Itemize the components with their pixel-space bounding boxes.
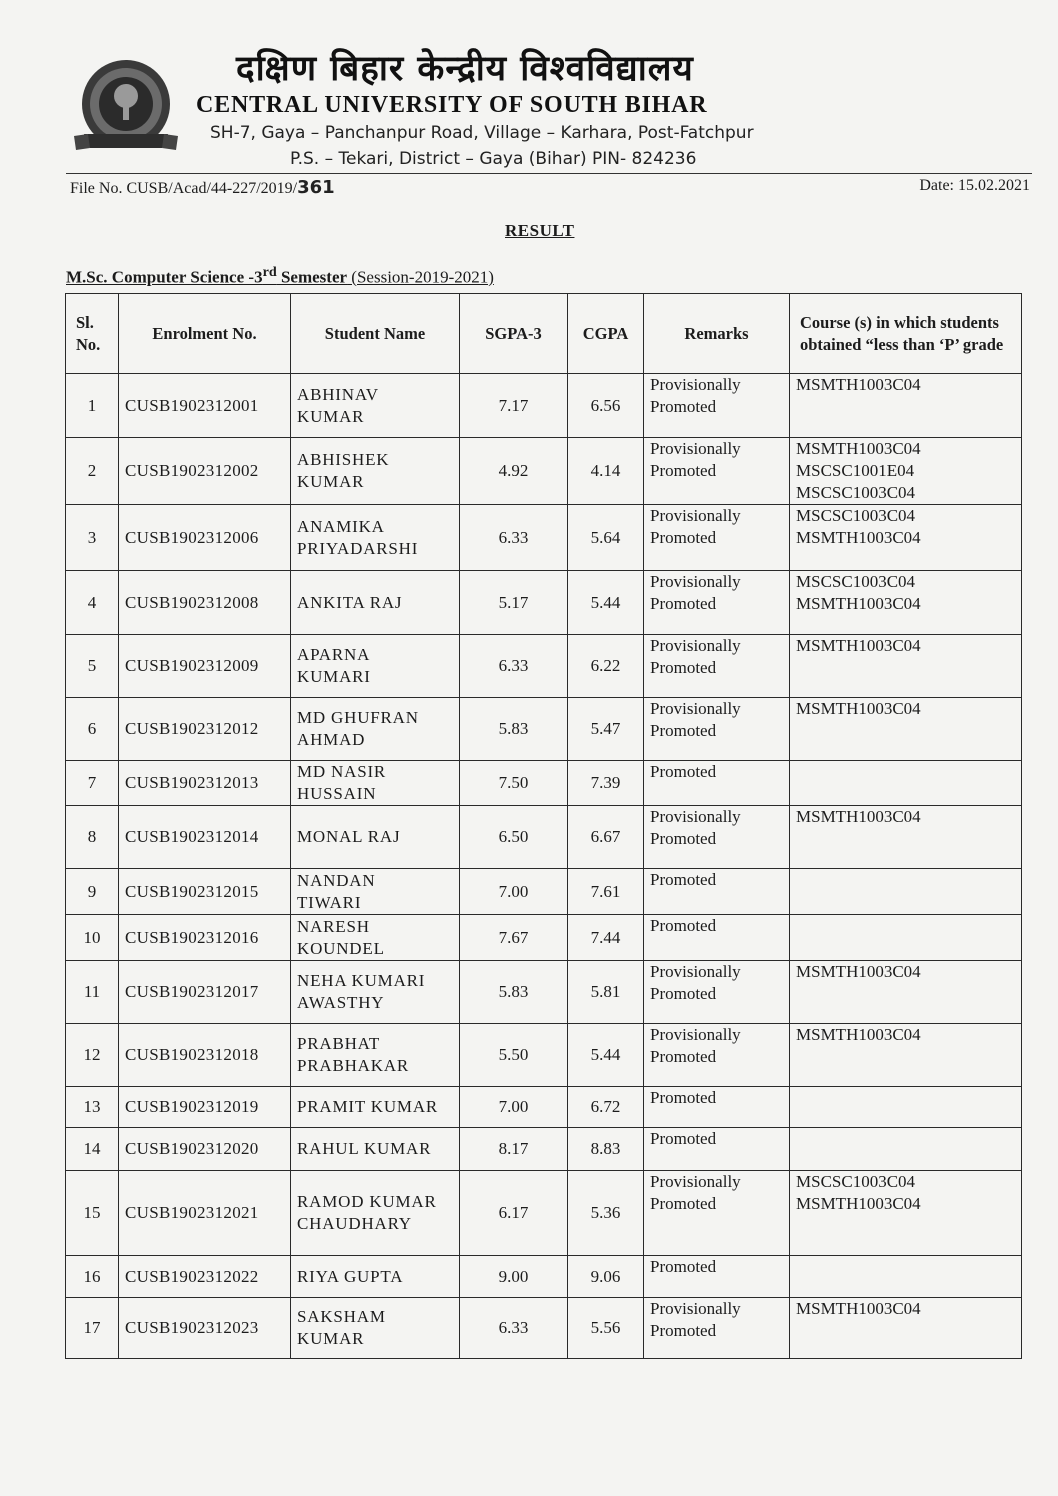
remarks-line: Provisionally xyxy=(650,699,741,718)
results-table xyxy=(65,293,1022,1359)
cell-enrolment-no: CUSB1902312009 xyxy=(119,635,291,698)
header-sl: Sl. No. xyxy=(66,294,119,374)
remarks-line: Provisionally xyxy=(650,962,741,981)
cell-cgpa: 5.36 xyxy=(568,1171,644,1256)
cell-sgpa: 5.17 xyxy=(460,571,568,635)
cell-student-name xyxy=(291,1024,460,1087)
remarks-line: Promoted xyxy=(650,1129,717,1148)
course-code: MSMTH1003C04 xyxy=(796,807,921,826)
course-code: MSCSC1003C04 xyxy=(796,572,916,591)
course-code: MSMTH1003C04 xyxy=(796,439,921,458)
cell-remarks xyxy=(644,915,790,961)
cell-courses xyxy=(790,374,1022,438)
cell-cgpa: 5.56 xyxy=(568,1298,644,1359)
cell-sl-no: 5 xyxy=(66,635,119,698)
student-name-line: KUMARI xyxy=(297,667,371,686)
table-row xyxy=(66,1128,1022,1171)
table-row xyxy=(66,635,1022,698)
address-line-1: SH-7, Gaya – Panchanpur Road, Village – Karhara, Post-Fatchpur xyxy=(210,123,754,143)
cell-cgpa: 7.61 xyxy=(568,869,644,915)
student-name-line: KOUNDEL xyxy=(297,938,385,958)
student-name-line: MD GHUFRAN xyxy=(297,708,419,727)
table-row xyxy=(66,1087,1022,1128)
remarks-line: Promoted xyxy=(650,528,717,547)
cell-remarks xyxy=(644,571,790,635)
course-code: MSMTH1003C04 xyxy=(796,1025,921,1044)
results-table-body xyxy=(66,374,1022,1359)
remarks-line: Promoted xyxy=(650,762,717,781)
student-name-line: NARESH xyxy=(297,916,370,936)
remarks-line: Promoted xyxy=(650,658,717,677)
remarks-line: Promoted xyxy=(650,594,717,613)
course-code: MSMTH1003C04 xyxy=(796,1299,921,1318)
cell-sgpa: 7.50 xyxy=(460,761,568,806)
course-code: MSMTH1003C04 xyxy=(796,1194,921,1213)
header-cgpa: CGPA xyxy=(568,294,644,374)
cell-enrolment-no: CUSB1902312019 xyxy=(119,1087,291,1128)
student-name-line: AWASTHY xyxy=(297,993,385,1012)
remarks-line: Promoted xyxy=(650,829,717,848)
remarks-line: Provisionally xyxy=(650,1025,741,1044)
cell-remarks xyxy=(644,1256,790,1298)
course-code: MSCSC1003C04 xyxy=(796,1172,916,1191)
student-name-line: MONAL RAJ xyxy=(297,827,401,846)
student-name-line: PRABHAKAR xyxy=(297,1056,410,1075)
cell-courses xyxy=(790,761,1022,806)
table-row xyxy=(66,1171,1022,1256)
file-number xyxy=(70,177,335,198)
cell-enrolment-no: CUSB1902312022 xyxy=(119,1256,291,1298)
cell-courses xyxy=(790,1128,1022,1171)
cell-enrolment-no: CUSB1902312020 xyxy=(119,1128,291,1171)
cell-cgpa: 6.72 xyxy=(568,1087,644,1128)
cell-enrolment-no: CUSB1902312016 xyxy=(119,915,291,961)
table-row xyxy=(66,571,1022,635)
cell-enrolment-no: CUSB1902312014 xyxy=(119,806,291,869)
student-name-line: NANDAN xyxy=(297,870,376,890)
cell-courses xyxy=(790,1087,1022,1128)
remarks-line: Promoted xyxy=(650,870,717,889)
student-name-line: RAMOD KUMAR xyxy=(297,1192,437,1211)
university-emblem-icon xyxy=(70,56,182,160)
table-row xyxy=(66,374,1022,438)
cell-cgpa: 7.39 xyxy=(568,761,644,806)
student-name-line: KUMAR xyxy=(297,472,365,491)
student-name-line: NEHA KUMARI xyxy=(297,971,426,990)
cell-enrolment-no: CUSB1902312008 xyxy=(119,571,291,635)
student-name-line: HUSSAIN xyxy=(297,784,377,803)
remarks-line: Provisionally xyxy=(650,1172,741,1191)
cell-student-name xyxy=(291,571,460,635)
remarks-line: Promoted xyxy=(650,1088,717,1107)
student-name-line: RIYA GUPTA xyxy=(297,1266,404,1286)
cell-cgpa: 6.67 xyxy=(568,806,644,869)
cell-courses xyxy=(790,869,1022,915)
cell-remarks xyxy=(644,1298,790,1359)
cell-sl-no: 14 xyxy=(66,1128,119,1171)
student-name-line: AHMAD xyxy=(297,730,366,749)
cell-courses xyxy=(790,505,1022,571)
cell-sl-no: 1 xyxy=(66,374,119,438)
cell-courses xyxy=(790,1256,1022,1298)
course-code: MSMTH1003C04 xyxy=(796,375,921,394)
table-row xyxy=(66,1024,1022,1087)
cell-courses xyxy=(790,961,1022,1024)
cell-remarks xyxy=(644,1171,790,1256)
remarks-line: Promoted xyxy=(650,1194,717,1213)
cell-sgpa: 6.17 xyxy=(460,1171,568,1256)
cell-student-name xyxy=(291,961,460,1024)
cell-cgpa: 5.47 xyxy=(568,698,644,761)
header-sgpa: SGPA-3 xyxy=(460,294,568,374)
cell-sgpa: 7.17 xyxy=(460,374,568,438)
cell-student-name xyxy=(291,1087,460,1128)
cell-remarks xyxy=(644,1128,790,1171)
cell-sgpa: 8.17 xyxy=(460,1128,568,1171)
cell-enrolment-no: CUSB1902312023 xyxy=(119,1298,291,1359)
table-row xyxy=(66,1256,1022,1298)
cell-cgpa: 8.83 xyxy=(568,1128,644,1171)
cell-enrolment-no: CUSB1902312018 xyxy=(119,1024,291,1087)
cell-sl-no: 7 xyxy=(66,761,119,806)
cell-student-name xyxy=(291,1128,460,1171)
cell-sgpa: 5.50 xyxy=(460,1024,568,1087)
cell-cgpa: 5.44 xyxy=(568,1024,644,1087)
cell-remarks xyxy=(644,869,790,915)
cell-sl-no: 11 xyxy=(66,961,119,1024)
cell-sl-no: 8 xyxy=(66,806,119,869)
cell-remarks xyxy=(644,635,790,698)
programme-semester: Semester xyxy=(276,267,348,287)
student-name-line: RAHUL KUMAR xyxy=(297,1139,432,1158)
cell-sgpa: 7.67 xyxy=(460,915,568,961)
cell-sl-no: 2 xyxy=(66,438,119,505)
cell-enrolment-no: CUSB1902312001 xyxy=(119,374,291,438)
table-row xyxy=(66,961,1022,1024)
file-number-handwritten: 361 xyxy=(297,177,335,198)
student-name-line: ABHINAV xyxy=(297,384,379,404)
cell-sgpa: 5.83 xyxy=(460,961,568,1024)
cell-sl-no: 4 xyxy=(66,571,119,635)
cell-remarks xyxy=(644,505,790,571)
course-code: MSCSC1003C04 xyxy=(796,506,916,525)
table-row xyxy=(66,698,1022,761)
cell-remarks xyxy=(644,1087,790,1128)
cell-remarks xyxy=(644,438,790,505)
student-name-line: SAKSHAM xyxy=(297,1307,386,1326)
cell-student-name xyxy=(291,915,460,961)
cell-courses xyxy=(790,571,1022,635)
student-name-line: MD NASIR xyxy=(297,762,387,781)
cell-remarks xyxy=(644,698,790,761)
student-name-line: PRAMIT KUMAR xyxy=(297,1097,439,1116)
cell-sl-no: 9 xyxy=(66,869,119,915)
file-number-label: File No. CUSB/Acad/44-227/2019/ xyxy=(70,180,298,197)
remarks-line: Provisionally xyxy=(650,636,741,655)
cell-courses xyxy=(790,635,1022,698)
cell-sgpa: 7.00 xyxy=(460,869,568,915)
cell-student-name xyxy=(291,374,460,438)
remarks-line: Promoted xyxy=(650,397,717,416)
table-header-row xyxy=(66,294,1022,374)
course-code: MSMTH1003C04 xyxy=(796,528,921,547)
remarks-line: Provisionally xyxy=(650,506,741,525)
cell-sl-no: 12 xyxy=(66,1024,119,1087)
student-name-line: ANKITA RAJ xyxy=(297,592,403,612)
cell-cgpa: 5.44 xyxy=(568,571,644,635)
student-name-line: PRIYADARSHI xyxy=(297,538,419,558)
remarks-line: Provisionally xyxy=(650,572,741,591)
university-english-title: CENTRAL UNIVERSITY OF SOUTH BIHAR xyxy=(196,92,708,118)
cell-sgpa: 4.92 xyxy=(460,438,568,505)
remarks-line: Promoted xyxy=(650,1321,717,1340)
cell-cgpa: 5.81 xyxy=(568,961,644,1024)
cell-sl-no: 15 xyxy=(66,1171,119,1256)
cell-student-name xyxy=(291,438,460,505)
table-row xyxy=(66,869,1022,915)
student-name-line: KUMAR xyxy=(297,1329,365,1348)
cell-sgpa: 5.83 xyxy=(460,698,568,761)
header-student-name: Student Name xyxy=(291,294,460,374)
cell-remarks xyxy=(644,761,790,806)
header-enrolment: Enrolment No. xyxy=(119,294,291,374)
cell-sl-no: 16 xyxy=(66,1256,119,1298)
cell-enrolment-no: CUSB1902312006 xyxy=(119,505,291,571)
cell-courses xyxy=(790,698,1022,761)
cell-courses xyxy=(790,438,1022,505)
cell-enrolment-no: CUSB1902312017 xyxy=(119,961,291,1024)
table-row xyxy=(66,761,1022,806)
cell-courses xyxy=(790,1024,1022,1087)
cell-remarks xyxy=(644,374,790,438)
cell-student-name xyxy=(291,505,460,571)
student-name-line: TIWARI xyxy=(297,892,362,912)
course-code: MSMTH1003C04 xyxy=(796,636,921,655)
programme-title xyxy=(66,264,494,288)
table-row xyxy=(66,1298,1022,1359)
table-row xyxy=(66,915,1022,961)
cell-student-name xyxy=(291,806,460,869)
cell-student-name xyxy=(291,1298,460,1359)
cell-enrolment-no: CUSB1902312012 xyxy=(119,698,291,761)
remarks-line: Promoted xyxy=(650,1047,717,1066)
cell-enrolment-no: CUSB1902312002 xyxy=(119,438,291,505)
student-name-line: PRABHAT xyxy=(297,1034,381,1053)
cell-enrolment-no: CUSB1902312015 xyxy=(119,869,291,915)
course-code: MSMTH1003C04 xyxy=(796,962,921,981)
table-row xyxy=(66,438,1022,505)
issue-date: Date: 15.02.2021 xyxy=(919,177,1030,194)
cell-sgpa: 7.00 xyxy=(460,1087,568,1128)
remarks-line: Provisionally xyxy=(650,439,741,458)
table-row xyxy=(66,505,1022,571)
remarks-line: Promoted xyxy=(650,461,717,480)
cell-sl-no: 13 xyxy=(66,1087,119,1128)
course-code: MSMTH1003C04 xyxy=(796,699,921,718)
cell-cgpa: 5.64 xyxy=(568,505,644,571)
cell-sgpa: 6.50 xyxy=(460,806,568,869)
cell-student-name xyxy=(291,635,460,698)
remarks-line: Promoted xyxy=(650,916,717,935)
cell-student-name xyxy=(291,1256,460,1298)
cell-student-name xyxy=(291,869,460,915)
cell-sl-no: 3 xyxy=(66,505,119,571)
student-name-line: CHAUDHARY xyxy=(297,1214,412,1233)
cell-sl-no: 6 xyxy=(66,698,119,761)
programme-name: M.Sc. Computer Science -3 xyxy=(66,267,263,287)
cell-sgpa: 6.33 xyxy=(460,1298,568,1359)
cell-cgpa: 6.22 xyxy=(568,635,644,698)
student-name-line: ABHISHEK xyxy=(297,450,390,469)
cell-remarks xyxy=(644,1024,790,1087)
cell-student-name xyxy=(291,761,460,806)
cell-student-name xyxy=(291,698,460,761)
programme-session: (Session-2019-2021) xyxy=(347,267,494,287)
cell-courses xyxy=(790,915,1022,961)
address-line-2: P.S. – Tekari, District – Gaya (Bihar) PIN- 824236 xyxy=(290,149,697,169)
cell-sgpa: 6.33 xyxy=(460,505,568,571)
table-row xyxy=(66,806,1022,869)
student-name-line: APARNA xyxy=(297,645,371,664)
remarks-line: Promoted xyxy=(650,984,717,1003)
cell-remarks xyxy=(644,806,790,869)
remarks-line: Provisionally xyxy=(650,375,741,394)
remarks-line: Provisionally xyxy=(650,807,741,826)
cell-cgpa: 7.44 xyxy=(568,915,644,961)
cell-sl-no: 10 xyxy=(66,915,119,961)
cell-cgpa: 4.14 xyxy=(568,438,644,505)
university-hindi-title: दक्षिण बिहार केन्द्रीय विश्वविद्यालय xyxy=(236,49,694,89)
cell-sgpa: 6.33 xyxy=(460,635,568,698)
cell-courses xyxy=(790,1171,1022,1256)
header-remarks: Remarks xyxy=(644,294,790,374)
cell-enrolment-no: CUSB1902312021 xyxy=(119,1171,291,1256)
cell-enrolment-no: CUSB1902312013 xyxy=(119,761,291,806)
header-courses: Course (s) in which students obtained “less than ‘P’ grade xyxy=(790,294,1022,374)
result-heading: RESULT xyxy=(505,221,575,240)
course-code: MSCSC1003C04 xyxy=(796,483,916,502)
remarks-line: Promoted xyxy=(650,1257,717,1276)
header-divider xyxy=(66,173,1032,174)
cell-cgpa: 6.56 xyxy=(568,374,644,438)
student-name-line: KUMAR xyxy=(297,406,365,426)
cell-courses xyxy=(790,806,1022,869)
student-name-line: ANAMIKA xyxy=(297,516,385,536)
course-code: MSMTH1003C04 xyxy=(796,594,921,613)
cell-cgpa: 9.06 xyxy=(568,1256,644,1298)
cell-sl-no: 17 xyxy=(66,1298,119,1359)
cell-student-name xyxy=(291,1171,460,1256)
cell-courses xyxy=(790,1298,1022,1359)
cell-sgpa: 9.00 xyxy=(460,1256,568,1298)
remarks-line: Provisionally xyxy=(650,1299,741,1318)
programme-sup: rd xyxy=(262,264,277,280)
cell-remarks xyxy=(644,961,790,1024)
course-code: MSCSC1001E04 xyxy=(796,461,915,480)
remarks-line: Promoted xyxy=(650,721,717,740)
